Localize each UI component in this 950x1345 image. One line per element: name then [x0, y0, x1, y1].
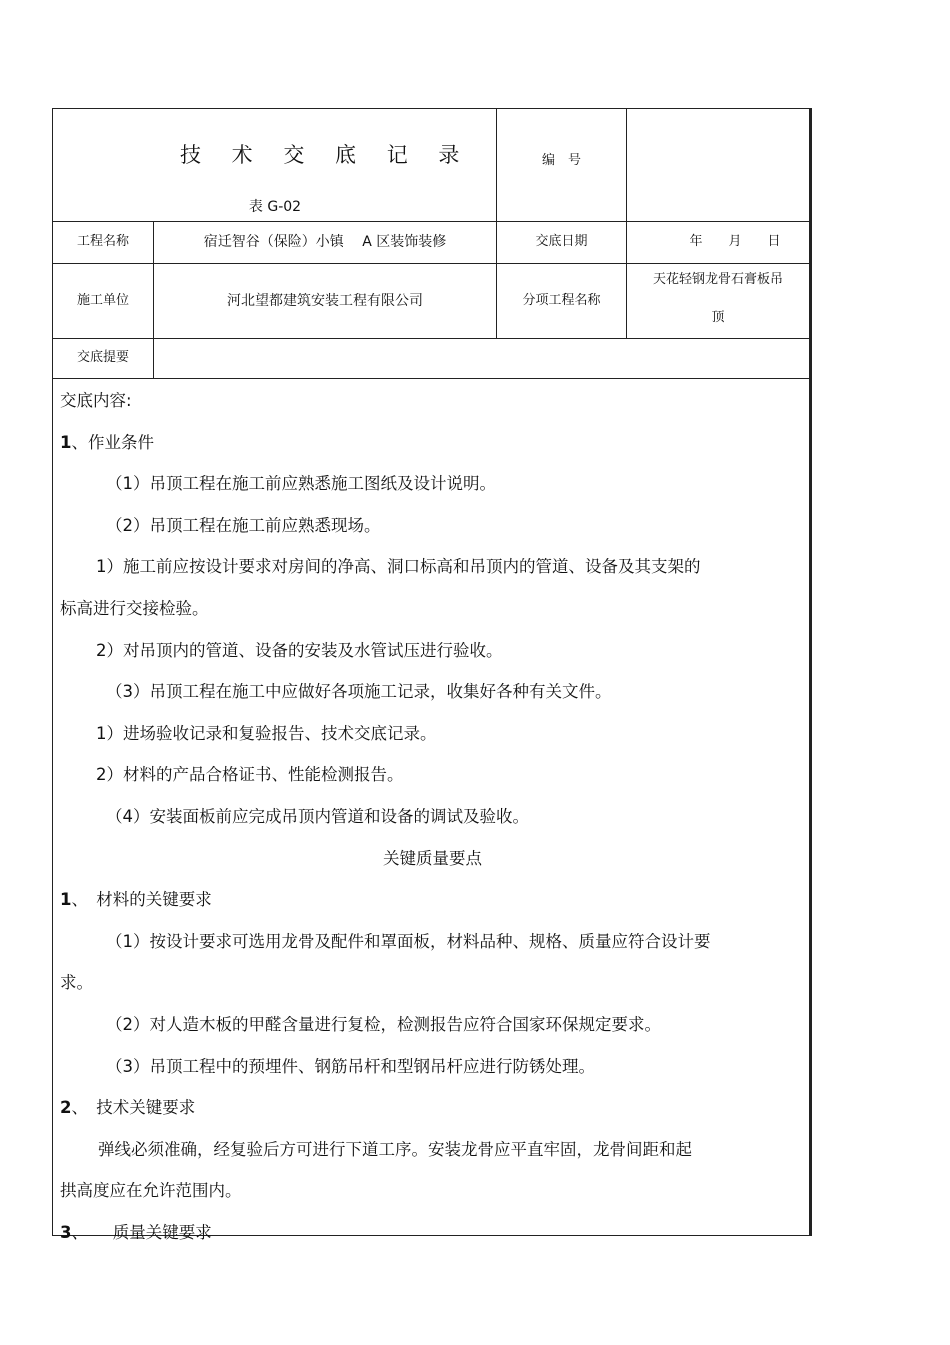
key-points-heading: 关键质量要点: [383, 848, 482, 868]
section-heading: [60, 879, 805, 921]
number-value: [627, 150, 809, 172]
section-heading: [60, 1212, 805, 1254]
content-body: [60, 380, 805, 1253]
date-label: 交底日期: [535, 234, 588, 250]
section-heading: [60, 422, 805, 464]
paragraph-continuation: 拱高度应在允许范围内。: [60, 1181, 242, 1201]
section-heading: [60, 1087, 805, 1129]
construction-unit-label: 施工单位: [76, 292, 129, 308]
col-divider: [626, 108, 627, 339]
paragraph-continuation: 求。: [60, 973, 93, 993]
summary-value: [154, 339, 809, 378]
paragraph: 2）材料的产品合格证书、性能检测报告。: [96, 765, 404, 785]
document-title: 技 术 交 底 记 录: [180, 143, 472, 167]
section-number: 1: [60, 432, 72, 452]
section-number: 3: [60, 1222, 72, 1242]
section-title: 、 材料的关键要求: [71, 890, 212, 910]
paragraph: （2）对人造木板的甲醛含量进行复检，检测报告应符合国家环保规定要求。: [106, 1014, 661, 1034]
number-label: 编 号: [541, 152, 581, 168]
row-divider: [52, 378, 810, 379]
construction-unit-value: 河北望都建筑安装工程有限公司: [227, 292, 423, 309]
project-name-label: 工程名称: [76, 234, 129, 250]
sub-project-value-line1: 天花轻钢龙骨石膏板吊: [652, 271, 783, 287]
paragraph: （1）按设计要求可选用龙骨及配件和罩面板，材料品种、规格、质量应符合设计要: [106, 931, 711, 951]
paragraph: （3）吊顶工程中的预埋件、钢筋吊杆和型钢吊杆应进行防锈处理。: [106, 1056, 595, 1076]
section-title: 、作业条件: [71, 432, 154, 452]
paragraph: （2）吊顶工程在施工前应熟悉现场。: [106, 515, 381, 535]
summary-label: 交底提要: [76, 350, 129, 366]
paragraph: （3）吊顶工程在施工中应做好各项施工记录，收集好各种有关文件。: [106, 682, 612, 702]
sub-project-label: 分项工程名称: [522, 292, 601, 308]
paragraph: 2）对吊顶内的管道、设备的安装及水管试压进行验收。: [96, 640, 503, 660]
paragraph: 1）施工前应按设计要求对房间的净高、洞口标高和吊顶内的管道、设备及其支架的: [96, 557, 701, 577]
form-number: 表 G-02: [248, 198, 302, 215]
paragraph: （1）吊顶工程在施工前应熟悉施工图纸及设计说明。: [106, 474, 496, 494]
project-name-value: 宿迁智谷（保险）小镇 A 区装饰装修: [203, 234, 447, 251]
content-heading: 交底内容:: [60, 391, 132, 410]
sub-project-value-line2: 顶: [711, 309, 725, 325]
paragraph: （4）安装面板前应完成吊顶内管道和设备的调试及验收。: [106, 806, 529, 826]
section-title: 、 技术关键要求: [71, 1098, 196, 1118]
paragraph: 弹线必须准确，经复验后方可进行下道工序。安装龙骨应平直牢固，龙骨间距和起: [98, 1139, 692, 1159]
paragraph: 1）进场验收记录和复验报告、技术交底记录。: [96, 723, 437, 743]
section-number: 2: [60, 1098, 72, 1118]
section-title: 、 质量关键要求: [71, 1222, 212, 1242]
paragraph-continuation: 标高进行交接检验。: [60, 598, 209, 618]
section-number: 1: [60, 890, 72, 910]
date-value: 年 月 日: [689, 234, 781, 250]
